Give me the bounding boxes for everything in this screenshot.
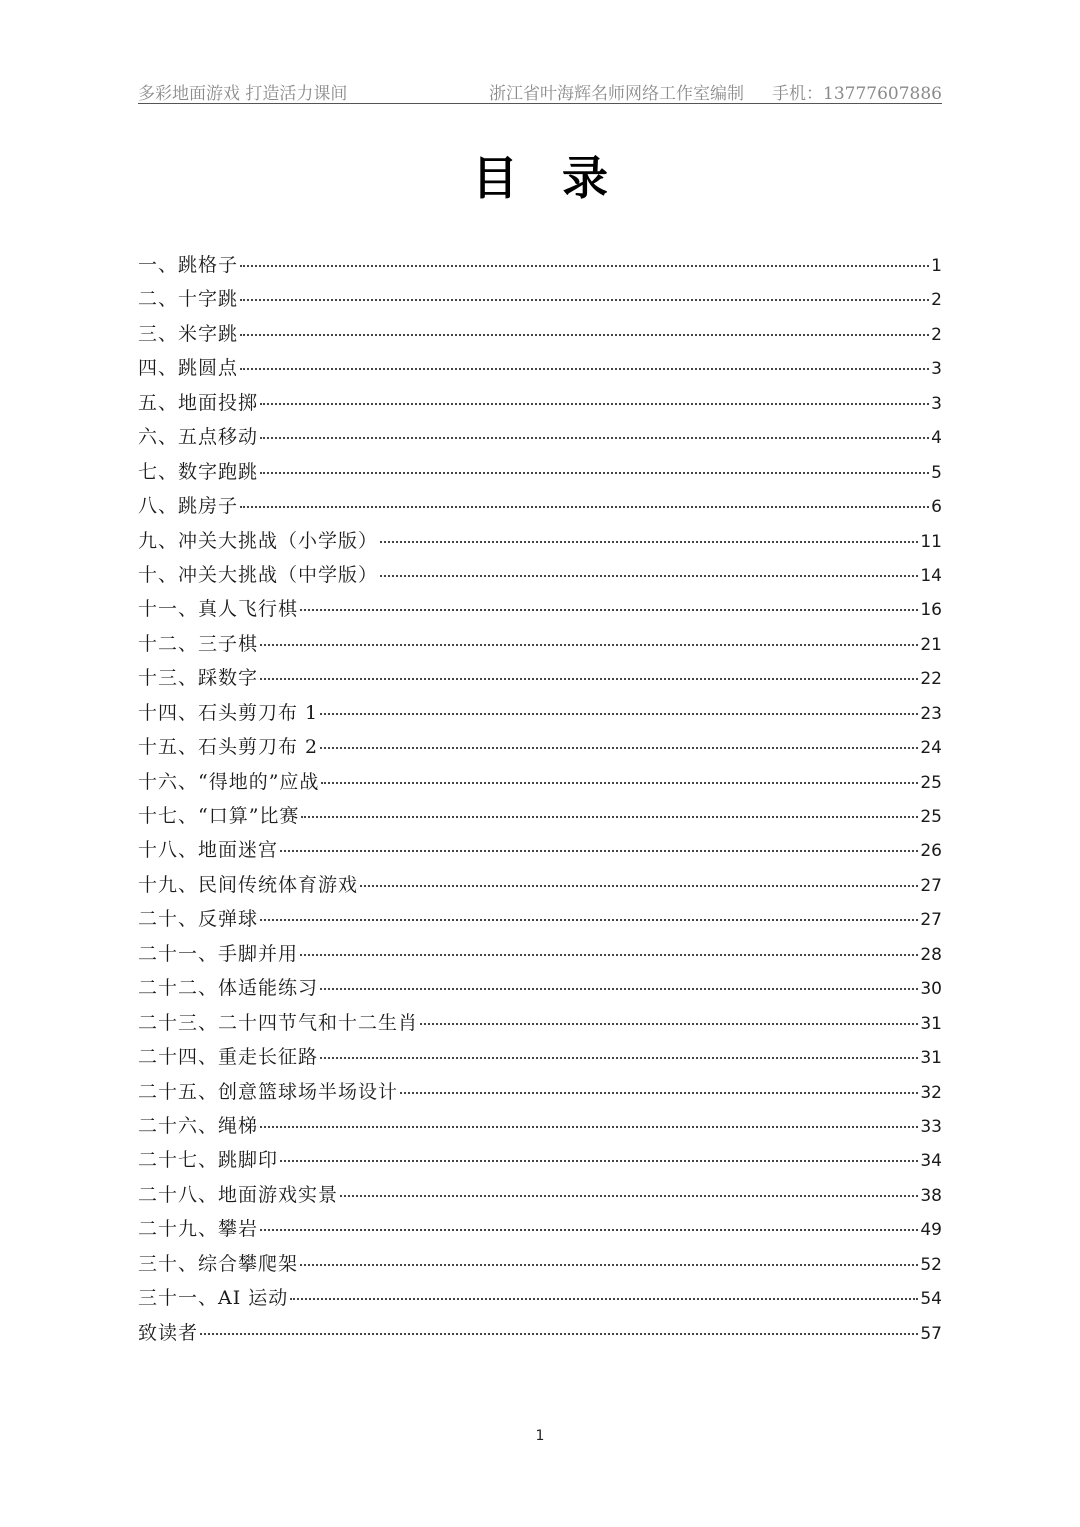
toc-entry-label: 十八、地面迷宫	[138, 839, 279, 862]
toc-dot-leader	[280, 850, 918, 852]
toc-entry[interactable]	[138, 592, 942, 626]
toc-entry-page: 2	[931, 290, 942, 311]
toc-dot-leader	[380, 575, 918, 577]
toc-entry[interactable]	[138, 1281, 942, 1315]
toc-entry-label: 十五、石头剪刀布 2	[138, 736, 319, 759]
toc-entry-label: 九、冲关大挑战（小学版）	[138, 529, 379, 552]
toc-entry[interactable]	[138, 455, 942, 489]
toc-entry[interactable]	[138, 937, 942, 971]
toc-entry[interactable]	[138, 351, 942, 385]
toc-dot-leader	[321, 782, 918, 784]
toc-entry-page: 22	[920, 669, 942, 690]
toc-entry[interactable]	[138, 799, 942, 833]
toc-entry-page: 30	[920, 979, 942, 1000]
toc-entry[interactable]	[138, 248, 942, 282]
toc-entry-label: 七、数字跑跳	[138, 460, 259, 483]
toc-dot-leader	[290, 1298, 918, 1300]
toc-entry[interactable]	[138, 971, 942, 1005]
toc-dot-leader	[240, 368, 929, 370]
toc-entry-page: 3	[931, 359, 942, 380]
toc-entry[interactable]	[138, 868, 942, 902]
toc-entry-page: 54	[920, 1289, 942, 1310]
toc-entry-page: 21	[920, 634, 942, 655]
toc-entry-page: 31	[920, 1013, 942, 1034]
toc-dot-leader	[200, 1333, 918, 1335]
toc-entry-page: 26	[920, 841, 942, 862]
toc-dot-leader	[260, 437, 929, 439]
toc-dot-leader	[240, 506, 929, 508]
toc-dot-leader	[380, 541, 918, 543]
toc-entry-label: 二十三、二十四节气和十二生肖	[138, 1011, 419, 1034]
toc-entry-page: 27	[920, 910, 942, 931]
toc-dot-leader	[400, 1092, 918, 1094]
toc-entry-page: 24	[920, 738, 942, 759]
toc-entry-label: 一、跳格子	[138, 254, 239, 276]
toc-dot-leader	[260, 403, 929, 405]
page-header	[138, 79, 942, 104]
toc-dot-leader	[320, 988, 918, 990]
toc-entry[interactable]	[138, 489, 942, 523]
toc-entry[interactable]	[138, 765, 942, 799]
toc-entry[interactable]	[138, 696, 942, 730]
toc-dot-leader	[301, 816, 918, 818]
toc-entry-label: 二十五、创意篮球场半场设计	[138, 1080, 399, 1103]
toc-entry[interactable]	[138, 1006, 942, 1040]
toc-dot-leader	[360, 885, 918, 887]
toc-entry-label: 致读者	[138, 1321, 199, 1344]
toc-dot-leader	[320, 747, 918, 749]
toc-entry-label: 六、五点移动	[138, 426, 259, 449]
toc-entry-page: 5	[931, 462, 942, 483]
page-number: 1	[535, 1428, 545, 1444]
toc-entry-label: 三十、综合攀爬架	[138, 1252, 299, 1275]
toc-entry-label: 十九、民间传统体育游戏	[138, 873, 359, 896]
toc-entry-page: 57	[920, 1323, 942, 1344]
toc-entry-page: 32	[920, 1082, 942, 1103]
header-phone-text: 手机：13777607886	[772, 84, 942, 104]
toc-entry[interactable]	[138, 1316, 942, 1350]
toc-dot-leader	[240, 265, 929, 267]
table-of-contents	[138, 248, 942, 1350]
toc-entry-label: 二十一、手脚并用	[138, 942, 299, 965]
toc-entry[interactable]	[138, 386, 942, 420]
toc-entry-page: 23	[920, 703, 942, 724]
toc-dot-leader	[260, 1229, 918, 1231]
toc-entry[interactable]	[138, 1109, 942, 1143]
toc-entry[interactable]	[138, 661, 942, 695]
toc-entry-label: 四、跳圆点	[138, 357, 239, 380]
toc-entry-label: 二十四、重走长征路	[138, 1046, 319, 1069]
toc-entry-page: 14	[920, 565, 942, 586]
toc-dot-leader	[260, 472, 929, 474]
toc-entry-page: 33	[920, 1116, 942, 1137]
toc-dot-leader	[260, 644, 918, 646]
toc-entry-label: 二十九、攀岩	[138, 1218, 259, 1241]
toc-entry[interactable]	[138, 1040, 942, 1074]
toc-entry-label: 三十一、AI 运动	[138, 1287, 289, 1310]
toc-entry[interactable]	[138, 1247, 942, 1281]
header-right-group	[489, 79, 942, 104]
toc-entry-page: 6	[931, 497, 942, 518]
toc-dot-leader	[320, 1057, 918, 1059]
toc-entry-label: 二、十字跳	[138, 288, 239, 311]
toc-entry[interactable]	[138, 1178, 942, 1212]
toc-dot-leader	[300, 1264, 918, 1266]
toc-entry-label: 二十二、体适能练习	[138, 977, 319, 1000]
toc-dot-leader	[260, 678, 918, 680]
toc-entry[interactable]	[138, 1143, 942, 1177]
toc-entry-page: 28	[920, 944, 942, 965]
toc-entry[interactable]	[138, 282, 942, 316]
toc-entry-page: 11	[920, 531, 942, 552]
header-author-text: 浙江省叶海辉名师网络工作室编制	[489, 84, 745, 104]
toc-entry-label: 二十八、地面游戏实景	[138, 1183, 339, 1206]
toc-entry-label: 五、地面投掷	[138, 391, 259, 414]
toc-dot-leader	[300, 954, 918, 956]
toc-dot-leader	[420, 1023, 918, 1025]
toc-entry-page: 52	[920, 1254, 942, 1275]
toc-entry-label: 十四、石头剪刀布 1	[138, 701, 319, 724]
toc-entry[interactable]	[138, 902, 942, 936]
toc-entry-label: 十七、“口算”比赛	[138, 805, 300, 827]
toc-dot-leader	[240, 334, 929, 336]
toc-entry[interactable]	[138, 833, 942, 867]
toc-entry-label: 十六、“得地的”应战	[138, 770, 320, 793]
toc-entry-label: 二十七、跳脚印	[138, 1149, 279, 1172]
toc-dot-leader	[320, 713, 918, 715]
toc-entry-label: 二十六、绳梯	[138, 1114, 259, 1137]
toc-entry[interactable]	[138, 558, 942, 592]
page-title: 目录	[472, 151, 652, 205]
toc-entry-label: 八、跳房子	[138, 495, 239, 518]
toc-entry-page: 31	[920, 1048, 942, 1069]
toc-entry-label: 十一、真人飞行棋	[138, 598, 299, 621]
toc-entry-page: 4	[931, 428, 942, 449]
toc-entry-page: 16	[920, 600, 942, 621]
toc-entry-page: 49	[920, 1220, 942, 1241]
toc-entry-page: 3	[931, 393, 942, 414]
toc-entry[interactable]	[138, 627, 942, 661]
toc-entry[interactable]	[138, 317, 942, 351]
toc-entry[interactable]	[138, 524, 942, 558]
toc-entry-label: 二十、反弹球	[138, 908, 259, 931]
toc-entry-label: 十三、踩数字	[138, 667, 259, 690]
toc-entry-label: 三、米字跳	[138, 322, 239, 345]
toc-entry-page: 25	[920, 807, 942, 827]
header-left-text: 多彩地面游戏 打造活力课间	[138, 84, 348, 104]
toc-dot-leader	[300, 609, 918, 611]
toc-dot-leader	[340, 1195, 918, 1197]
toc-entry[interactable]	[138, 1075, 942, 1109]
toc-entry-page: 2	[931, 324, 942, 345]
toc-entry-page: 1	[931, 256, 942, 276]
toc-entry[interactable]	[138, 1212, 942, 1246]
toc-entry-page: 38	[920, 1185, 942, 1206]
toc-entry-page: 27	[920, 875, 942, 896]
toc-entry[interactable]	[138, 730, 942, 764]
toc-entry-label: 十二、三子棋	[138, 632, 259, 655]
toc-dot-leader	[260, 1126, 918, 1128]
toc-entry-page: 34	[920, 1151, 942, 1172]
toc-dot-leader	[240, 299, 929, 301]
toc-dot-leader	[280, 1160, 918, 1162]
toc-dot-leader	[260, 919, 918, 921]
toc-entry-label: 十、冲关大挑战（中学版）	[138, 563, 379, 586]
toc-entry[interactable]	[138, 420, 942, 454]
toc-entry-page: 25	[920, 772, 942, 793]
